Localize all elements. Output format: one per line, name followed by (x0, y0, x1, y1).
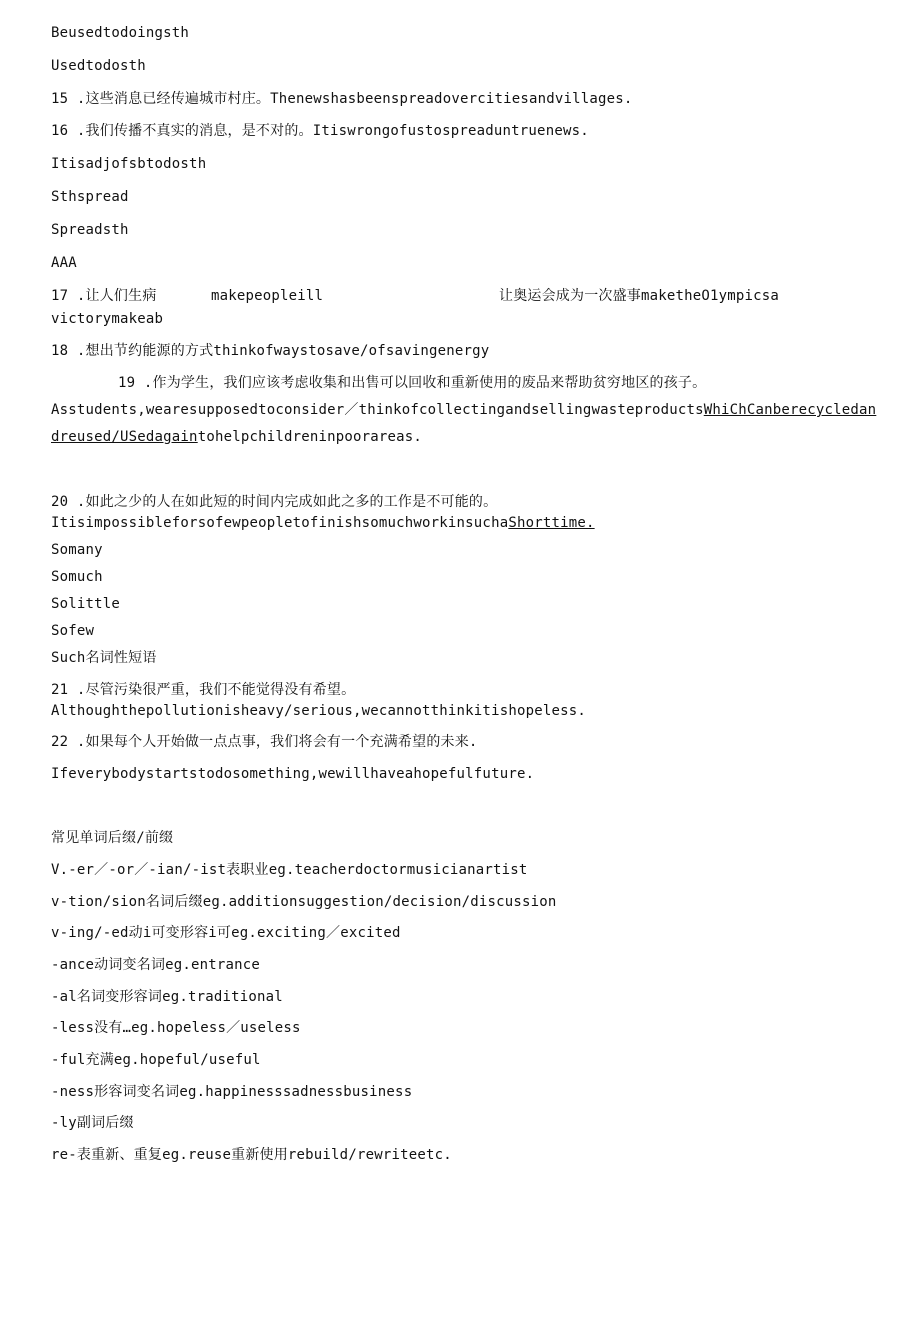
text-line: Somany (51, 542, 103, 558)
suffix-line: v-tion/sion名词后缀eg.additionsuggestion/decision/discussion (51, 894, 557, 910)
underlined-phrase: Shorttime. (508, 515, 595, 531)
suffix-line: -al名词变形容词eg.traditional (51, 989, 283, 1005)
prefix-line: re-表重新、重复eg.reuse重新使用rebuild/rewriteetc. (51, 1147, 452, 1163)
text-line: Itisadjofsbtodosth (51, 156, 207, 172)
text-line: Sofew (51, 623, 95, 639)
suffix-line: -ance动词变名词eg.entrance (51, 957, 261, 973)
text-line: AAA (51, 255, 77, 271)
suffix-line: -ly副词后缀 (51, 1115, 134, 1131)
underlined-clause: WhiChCanberecycledan (703, 402, 877, 418)
sentence-17-phrase: makepeopleill (211, 288, 324, 304)
underlined-clause: dreused/USedagain (51, 429, 198, 445)
suffix-line: -less没有…eg.hopeless／useless (51, 1020, 301, 1036)
sentence-15: 15 .这些消息已经传遍城市村庄。Thenewshasbeenspreadovercitiesandvillages. (51, 91, 633, 107)
suffix-line: -ful充满eg.hopeful/useful (51, 1052, 261, 1068)
sentence-16: 16 .我们传播不真实的消息，是不对的。Itiswrongofustospreaduntruenews. (51, 123, 589, 139)
text-line: Sthspread (51, 189, 129, 205)
sentence-22-english: Ifeverybodystartstodosomething,wewillhaveahopefulfuture. (51, 766, 535, 782)
sentence-20-english (51, 514, 595, 532)
sentence-19-english-cont (51, 428, 422, 446)
sentence-17-second: 让奥运会成为一次盛事maketheO1ympicsa (499, 288, 780, 304)
text-line: Solittle (51, 596, 121, 612)
sentence-19-main: Asstudents,wearesupposedtoconsider／thinkofcollectingandsellingwasteproducts (51, 402, 704, 418)
text-line: Spreadsth (51, 222, 129, 238)
sentence-20-main: Itisimpossibleforsofewpeopletofinishsomuchworkinsucha (51, 515, 509, 531)
sentence-18: 18 .想出节约能源的方式thinkofwaystosave/ofsavingenergy (51, 343, 490, 359)
text-line: victorymakeab (51, 311, 164, 327)
suffix-line: V.-er／-or／-ian/-ist表职业eg.teacherdoctormusicianartist (51, 862, 528, 878)
sentence-20: 20 .如此之少的人在如此短的时间内完成如此之多的工作是不可能的。 (51, 494, 498, 510)
sentence-19-english (51, 401, 876, 419)
sentence-22: 22 .如果每个人开始做一点点事，我们将会有一个充满希望的未来. (51, 734, 478, 750)
sentence-21-english: Althoughthepollutionisheavy/serious,wecannotthinkitishopeless. (51, 703, 586, 719)
section-heading: 常见单词后缀/前缀 (51, 830, 174, 846)
sentence-21: 21 .尽管污染很严重，我们不能觉得没有希望。 (51, 682, 356, 698)
sentence-17-label: 17 .让人们生病 (51, 288, 157, 304)
sentence-19: 19 .作为学生，我们应该考虑收集和出售可以回收和重新使用的废品来帮助贫穷地区的孩子。 (118, 375, 707, 391)
suffix-line: -ness形容词变名词eg.happinesssadnessbusiness (51, 1084, 413, 1100)
text-line: Usedtodosth (51, 58, 146, 74)
text-line: Such名词性短语 (51, 650, 157, 666)
suffix-line: v-ing/-ed动i可变形容i可eg.exciting／excited (51, 925, 401, 941)
text-line: Somuch (51, 569, 103, 585)
text-line: Beusedtodoingsth (51, 25, 190, 41)
sentence-19-tail: tohelpchildreninpoorareas. (197, 429, 423, 445)
